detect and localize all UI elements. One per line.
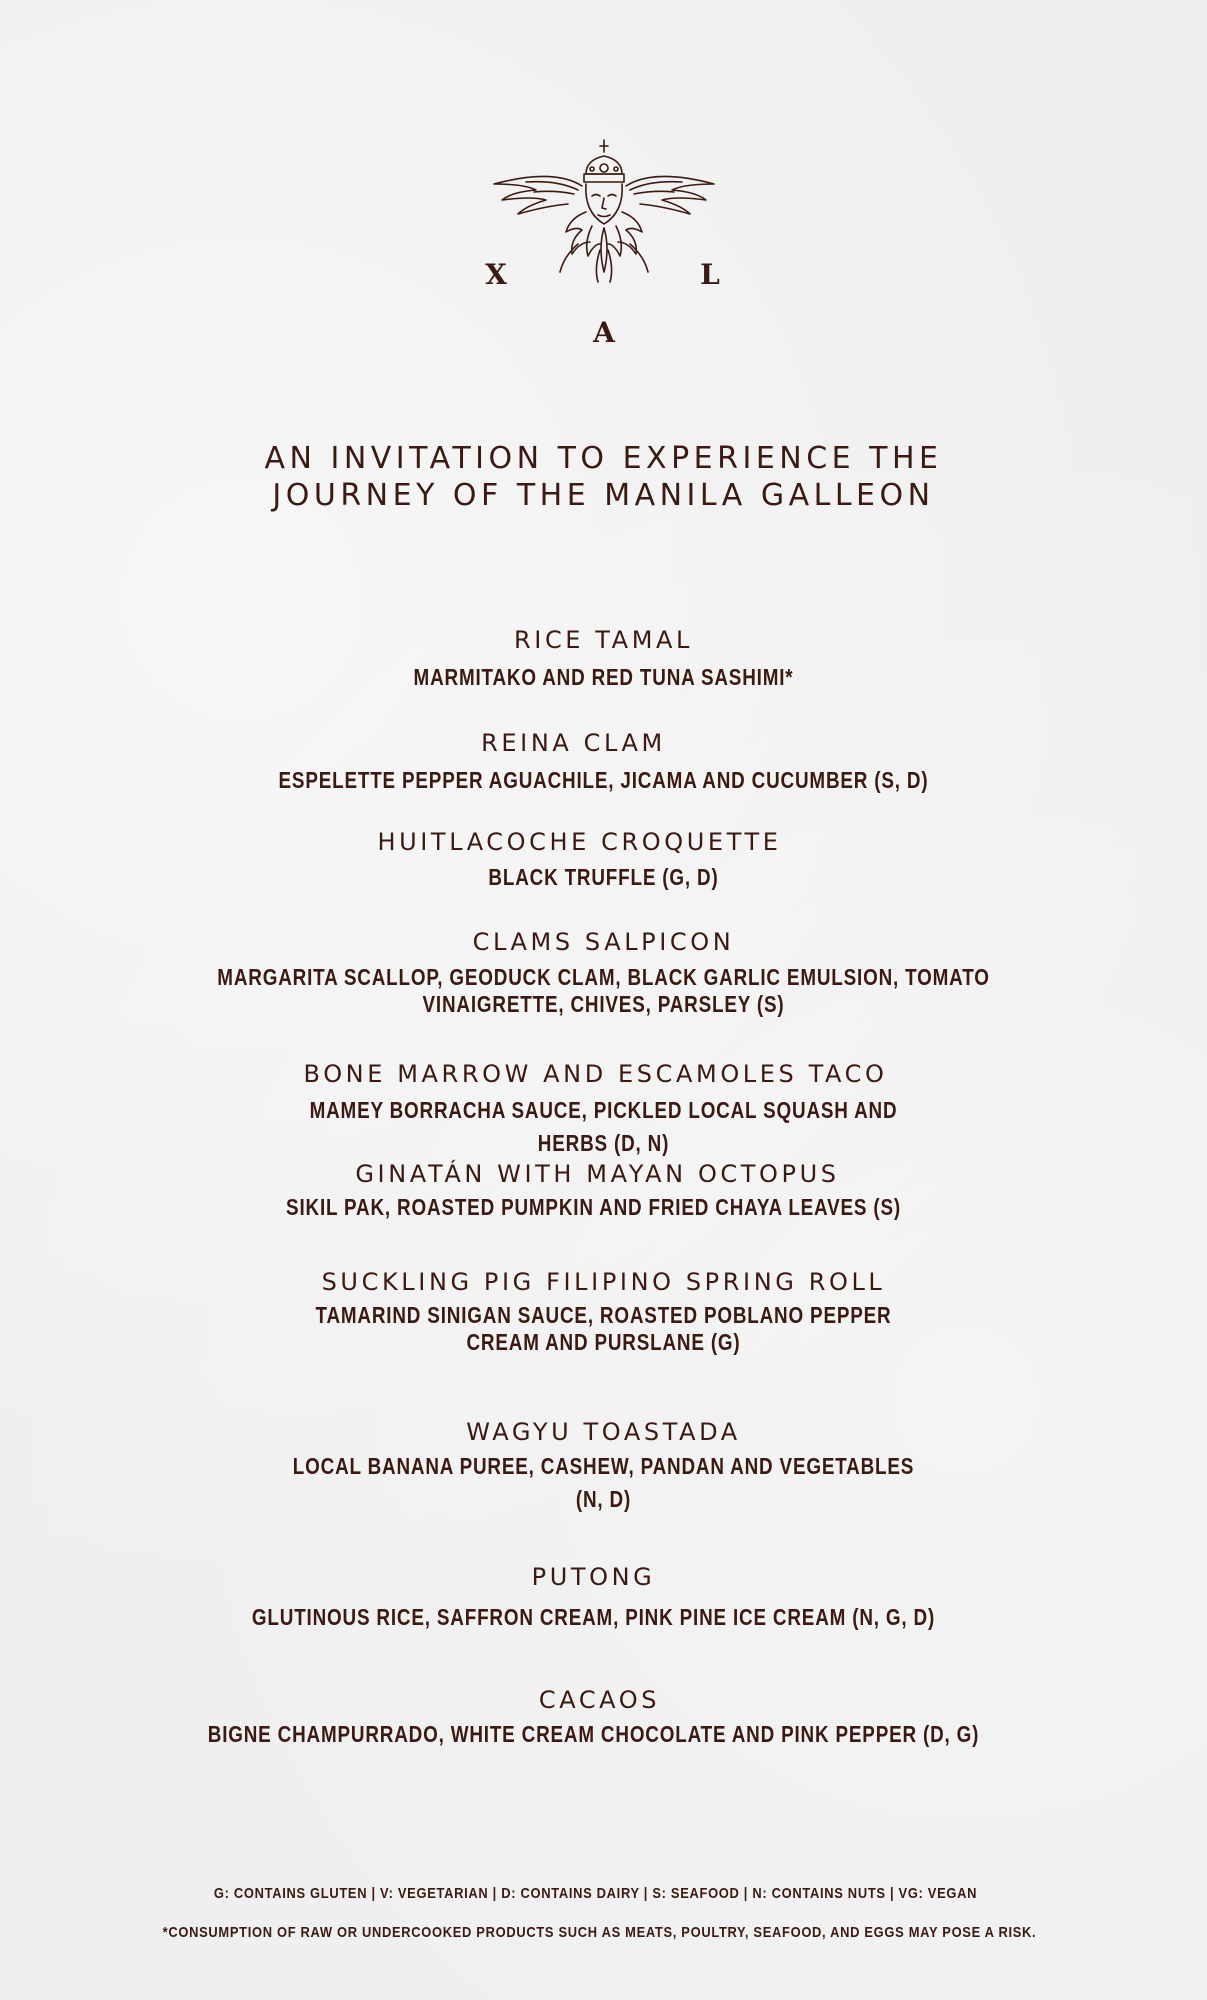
dish-description-line: LOCAL BANANA PUREE, CASHEW, PANDAN AND VEGETABLES [292,1453,915,1479]
dish-title: BONE MARROW AND ESCAMOLES TACO [303,1060,888,1088]
dish-description [109,1450,1099,1516]
dish-title: HUITLACOCHE CROQUETTE [377,828,782,856]
logo-letter-a: A [593,316,615,349]
dish-description-line: BLACK TRUFFLE (G, D) [488,864,719,890]
logo-letter-l: L [700,258,720,291]
dish-description [109,1094,1099,1160]
dish-description-line: SIKIL PAK, ROASTED PUMPKIN AND FRIED CHAYA LEAVES (S) [286,1194,901,1220]
headline-line-2: JOURNEY OF THE MANILA GALLEON [272,478,935,513]
dish-description-line: VINAIGRETTE, CHIVES, PARSLEY (S) [422,991,785,1017]
dish-title: GINATÁN WITH MAYAN OCTOPUS [355,1160,840,1188]
dish-description [109,864,1099,891]
dish-description [99,1194,1089,1221]
dish-description [109,767,1099,794]
dish-description-line: MAMEY BORRACHA SAUCE, PICKLED LOCAL SQUASH AND [309,1097,898,1123]
dish-title: SUCKLING PIG FILIPINO SPRING ROLL [321,1268,886,1296]
dish-description [109,1302,1099,1356]
dish-title: CLAMS SALPICON [472,928,735,956]
logo-letter-x: X [485,258,507,291]
dish-description-line: ESPELETTE PEPPER AGUACHILE, JICAMA AND CUCUMBER (S, D) [278,767,929,793]
dish-description-line: CREAM AND PURSLANE (G) [466,1329,741,1355]
raw-food-disclaimer: *CONSUMPTION OF RAW OR UNDERCOOKED PRODUCTS SUCH AS MEATS, POULTRY, SEAFOOD, AND EGGS MAY POSE A RISK. [162,1924,1037,1941]
dish-description-line: TAMARIND SINIGAN SAUCE, ROASTED POBLANO PEPPER [315,1302,892,1328]
dish-title: WAGYU TOASTADA [466,1418,741,1446]
winged-sun-emblem-icon [474,132,734,352]
dish-title: CACAOS [538,1686,661,1714]
dish-description-line: GLUTINOUS RICE, SAFFRON CREAM, PINK PINE ICE CREAM (N, G, D) [251,1604,936,1630]
dish-title: RICE TAMAL [513,626,693,654]
dish-description [109,964,1099,1018]
allergen-legend: G: CONTAINS GLUTEN | V: VEGETARIAN | D: CONTAINS DAIRY | S: SEAFOOD | N: CONTAINS NUTS | VG: VEGAN [213,1885,978,1902]
headline-line-1: AN INVITATION TO EXPERIENCE THE [264,441,943,476]
dish-description [99,1721,1089,1748]
dish-description-line: (N, D) [575,1486,632,1512]
dish-description-line: MARMITAKO AND RED TUNA SASHIMI* [413,664,794,690]
dish-description [109,664,1099,691]
dish-description-line: HERBS (D, N) [537,1130,670,1156]
dish-title: PUTONG [531,1563,656,1591]
dish-description-line: MARGARITA SCALLOP, GEODUCK CLAM, BLACK GARLIC EMULSION, TOMATO [217,964,990,990]
dish-title: REINA CLAM [481,729,666,757]
headline [0,440,1207,514]
dish-description-line: BIGNE CHAMPURRADO, WHITE CREAM CHOCOLATE AND PINK PEPPER (D, G) [207,1721,980,1747]
dish-description [99,1604,1089,1631]
